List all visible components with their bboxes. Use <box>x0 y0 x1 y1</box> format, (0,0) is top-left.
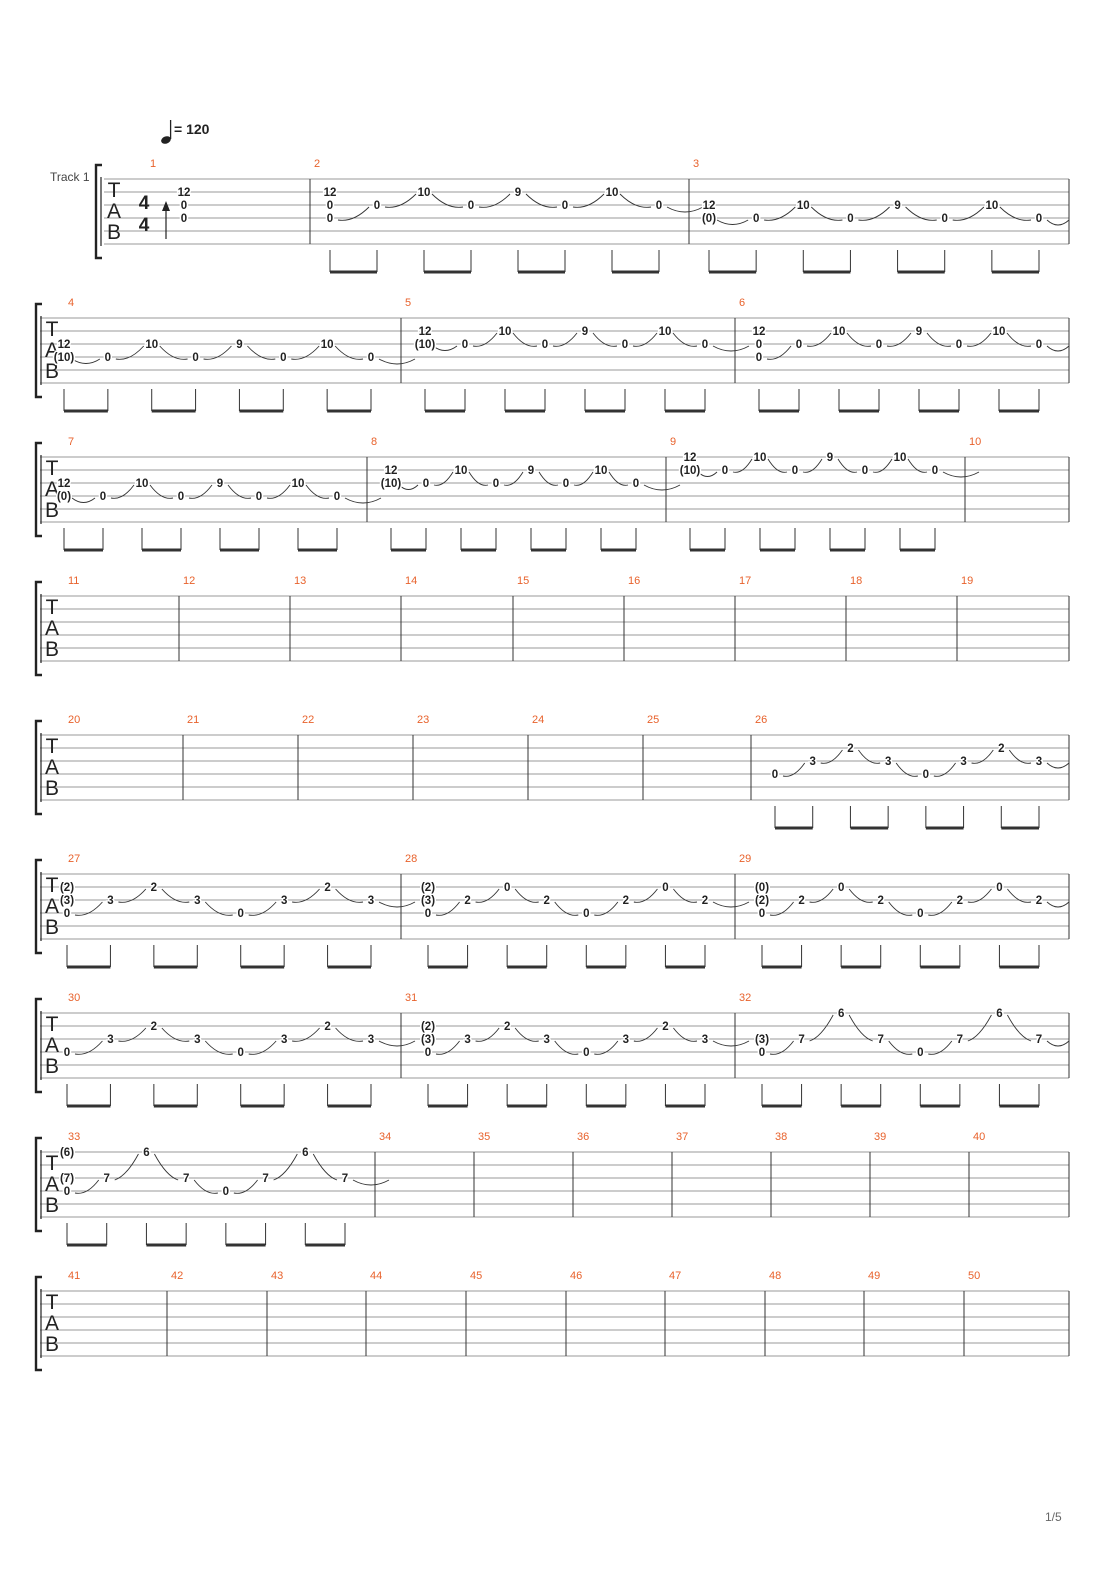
tie-arc <box>379 1041 415 1046</box>
fret-number: 3 <box>367 1034 375 1046</box>
fret-number: (0) <box>754 882 770 894</box>
fret-number: 3 <box>464 1034 471 1046</box>
measure-number: 45 <box>470 1270 483 1282</box>
fret-number: 12 <box>384 465 398 477</box>
fret-number: 0 <box>99 491 107 503</box>
fret-number: 0 <box>63 1047 71 1059</box>
fret-number: 2 <box>956 895 964 907</box>
fret-number: 9 <box>216 478 224 490</box>
tab-clef-letter: B <box>44 1333 60 1356</box>
measure-number: 32 <box>739 992 752 1004</box>
fret-number: 2 <box>1035 895 1043 907</box>
fret-number: 0 <box>280 352 287 364</box>
fret-number: 2 <box>324 882 331 894</box>
fret-number: 0 <box>701 339 709 351</box>
fret-number: 12 <box>57 339 71 351</box>
measure-number: 15 <box>517 575 530 587</box>
fret-number: (2) <box>59 882 75 894</box>
fret-number: 0 <box>461 339 469 351</box>
fret-number: 12 <box>752 326 766 338</box>
fret-number: 2 <box>150 882 158 894</box>
tab-clef-letter: B <box>44 1194 60 1217</box>
fret-number: 6 <box>143 1147 150 1159</box>
tie-arc <box>968 1015 992 1041</box>
tab-clef-letter: A <box>44 1173 60 1196</box>
tie-arc <box>274 1154 298 1180</box>
fret-number: 9 <box>236 339 243 351</box>
fret-number: 0 <box>562 478 570 490</box>
fret-number: 0 <box>326 213 334 225</box>
fret-number: 0 <box>104 352 112 364</box>
tab-clef-letter: A <box>44 895 60 918</box>
fret-number: (3) <box>420 895 436 907</box>
tie-arc <box>1047 346 1069 351</box>
tie-arc <box>1007 1015 1031 1041</box>
tie-arc <box>713 1041 749 1046</box>
fret-number: 0 <box>1035 339 1043 351</box>
fret-number: 10 <box>605 187 619 199</box>
tab-clef-letter: A <box>44 1312 60 1335</box>
fret-number: (10) <box>53 352 75 364</box>
fret-number: 0 <box>467 200 475 212</box>
tab-clef-letter: A <box>44 478 60 501</box>
fret-number: 0 <box>752 213 760 225</box>
fret-number: 0 <box>424 1047 432 1059</box>
measure-number: 7 <box>68 436 75 448</box>
fret-number: 0 <box>662 882 669 894</box>
fret-number: (2) <box>754 895 770 907</box>
tie-arc <box>379 359 415 364</box>
fret-number: 9 <box>894 200 901 212</box>
fret-number: 0 <box>177 491 185 503</box>
tab-clef-letter: T <box>45 1152 59 1175</box>
fret-number: 7 <box>877 1034 884 1046</box>
time-signature-denominator: 4 <box>138 215 150 236</box>
measure-number: 27 <box>68 853 81 865</box>
measure-number: 39 <box>874 1131 887 1143</box>
fret-number: 0 <box>180 200 188 212</box>
measure-number: 20 <box>68 714 81 726</box>
fret-number: 0 <box>621 339 629 351</box>
tie-arc <box>1047 763 1069 768</box>
tie-arc <box>810 1015 834 1041</box>
fret-number: 0 <box>373 200 381 212</box>
measure-number: 46 <box>570 1270 583 1282</box>
fret-number: 3 <box>107 1034 114 1046</box>
measure-number: 18 <box>850 575 863 587</box>
tie-arc <box>313 1154 337 1180</box>
fret-number: 9 <box>826 452 834 464</box>
tab-clef-letter: A <box>106 200 122 223</box>
fret-number: 0 <box>755 352 763 364</box>
tab-clef-letter: T <box>45 1013 59 1036</box>
tab-clef-letter: B <box>44 916 60 939</box>
fret-number: 0 <box>237 908 244 920</box>
fret-number: 0 <box>583 908 590 920</box>
fret-number: 0 <box>583 1047 590 1059</box>
fret-number: 3 <box>107 895 114 907</box>
fret-number: 3 <box>960 756 967 768</box>
measure-number: 19 <box>961 575 974 587</box>
fret-number: 2 <box>701 895 709 907</box>
fret-number: 10 <box>985 200 999 212</box>
tie-arc <box>345 498 381 503</box>
tie-arc <box>849 1015 873 1041</box>
fret-number: 10 <box>658 326 672 338</box>
tab-clef-letter: T <box>45 318 59 341</box>
tie-arc <box>115 1154 139 1180</box>
fret-number: 0 <box>541 339 549 351</box>
tab-clef-letter: T <box>45 457 59 480</box>
fret-number: 7 <box>182 1173 190 1185</box>
fret-number: 3 <box>194 895 201 907</box>
fret-number: 0 <box>632 478 640 490</box>
fret-number: 2 <box>324 1021 331 1033</box>
fret-number: 6 <box>302 1147 309 1159</box>
measure-number: 5 <box>405 297 412 309</box>
measure-number: 33 <box>68 1131 81 1143</box>
fret-number: 0 <box>492 478 500 490</box>
measure-number: 50 <box>968 1270 981 1282</box>
tab-clef-letter: T <box>45 596 59 619</box>
measure-number: 30 <box>68 992 81 1004</box>
tab-clef-letter: T <box>45 874 59 897</box>
fret-number: 9 <box>581 326 589 338</box>
measure-number: 17 <box>739 575 752 587</box>
fret-number: 3 <box>884 756 892 768</box>
fret-number: 0 <box>503 882 511 894</box>
fret-number: 6 <box>837 1008 845 1020</box>
tie-arc <box>644 485 680 490</box>
fret-number: 0 <box>875 339 883 351</box>
measure-number: 8 <box>371 436 378 448</box>
tie-arc <box>667 207 703 212</box>
fret-number: 0 <box>655 200 663 212</box>
measure-number: 25 <box>647 714 660 726</box>
measure-number: 22 <box>302 714 315 726</box>
fret-number: 0 <box>941 213 948 225</box>
fret-number: 0 <box>255 491 263 503</box>
fret-number: 10 <box>753 452 767 464</box>
measure-number: 31 <box>405 992 418 1004</box>
tab-clef-letter: T <box>45 1291 59 1314</box>
tab-clef-letter: B <box>44 360 60 383</box>
measure-number: 38 <box>775 1131 788 1143</box>
fret-number: 3 <box>367 895 375 907</box>
fret-number: 0 <box>758 908 766 920</box>
measure-number: 11 <box>68 575 80 587</box>
fret-number: 3 <box>809 756 816 768</box>
fret-number: 10 <box>594 465 608 477</box>
tie-arc <box>1047 1041 1069 1046</box>
track-name: Track 1 <box>50 170 90 184</box>
fret-number: 0 <box>931 465 939 477</box>
measure-number: 9 <box>670 436 677 448</box>
fret-number: (10) <box>679 465 701 477</box>
fret-number: 9 <box>915 326 923 338</box>
measure-number: 4 <box>68 297 75 309</box>
fret-number: (2) <box>420 882 436 894</box>
tie-arc <box>698 472 717 477</box>
fret-number: 0 <box>561 200 569 212</box>
fret-number: 0 <box>422 478 430 490</box>
tie-arc <box>399 485 418 490</box>
fret-number: 10 <box>832 326 846 338</box>
fret-number: 0 <box>847 213 854 225</box>
measure-number: 16 <box>628 575 641 587</box>
tab-clef-letter: B <box>44 499 60 522</box>
measure-number: 42 <box>171 1270 184 1282</box>
fret-number: 10 <box>145 339 159 351</box>
fret-number: 0 <box>367 352 375 364</box>
tie-arc <box>72 359 100 364</box>
tab-clef-letter: A <box>44 617 60 640</box>
fret-number: 0 <box>837 882 845 894</box>
fret-number: 9 <box>514 187 522 199</box>
fret-number: 2 <box>847 743 854 755</box>
measure-number: 3 <box>693 158 700 170</box>
fret-number: 0 <box>758 1047 766 1059</box>
tie-arc <box>154 1154 178 1180</box>
tab-clef-letter: B <box>106 221 122 244</box>
tie-arc <box>717 220 748 225</box>
fret-number: 0 <box>917 1047 924 1059</box>
tie-arc <box>713 346 749 351</box>
tie-arc <box>1047 220 1069 225</box>
measure-number: 13 <box>294 575 307 587</box>
fret-number: 10 <box>135 478 149 490</box>
fret-number: 3 <box>543 1034 550 1046</box>
measure-number: 2 <box>314 158 321 170</box>
fret-number: (2) <box>420 1021 436 1033</box>
fret-number: 10 <box>291 478 305 490</box>
measure-number: 12 <box>183 575 196 587</box>
tie-arc <box>379 902 415 907</box>
fret-number: 0 <box>1035 213 1043 225</box>
tie-arc <box>433 346 457 351</box>
fret-number: (0) <box>701 213 717 225</box>
fret-number: 7 <box>262 1173 269 1185</box>
tab-clef-letter: A <box>44 339 60 362</box>
fret-number: 7 <box>103 1173 110 1185</box>
fret-number: 3 <box>280 895 288 907</box>
fret-number: 0 <box>237 1047 244 1059</box>
fret-number: (7) <box>59 1173 75 1185</box>
fret-number: 0 <box>955 339 963 351</box>
measure-number: 37 <box>676 1131 689 1143</box>
fret-number: 10 <box>796 200 810 212</box>
tab-clef-letter: T <box>107 179 121 202</box>
tab-clef-letter: A <box>44 756 60 779</box>
measure-number: 43 <box>271 1270 284 1282</box>
fret-number: 0 <box>721 465 729 477</box>
measure-number: 34 <box>379 1131 392 1143</box>
fret-number: 2 <box>503 1021 511 1033</box>
tie-arc <box>353 1180 389 1185</box>
fret-number: 0 <box>63 1186 71 1198</box>
fret-number: 0 <box>192 352 199 364</box>
fret-number: 10 <box>992 326 1006 338</box>
fret-number: 10 <box>320 339 334 351</box>
measure-number: 36 <box>577 1131 590 1143</box>
fret-number: (3) <box>754 1034 770 1046</box>
tab-clef-letter: B <box>44 638 60 661</box>
fret-number: (0) <box>56 491 72 503</box>
measure-number: 41 <box>68 1270 81 1282</box>
fret-number: 12 <box>177 187 191 199</box>
measure-number: 49 <box>868 1270 881 1282</box>
measure-number: 1 <box>150 158 157 170</box>
tie-arc <box>1047 902 1069 907</box>
fret-number: 2 <box>464 895 471 907</box>
fret-number: 0 <box>326 200 334 212</box>
fret-number: 0 <box>795 339 803 351</box>
fret-number: 3 <box>701 1034 709 1046</box>
fret-number: 2 <box>798 895 805 907</box>
measure-number: 47 <box>669 1270 682 1282</box>
page-number: 1/5 <box>1045 1510 1062 1524</box>
fret-number: 12 <box>323 187 337 199</box>
fret-number: 12 <box>683 452 697 464</box>
measure-number: 21 <box>187 714 200 726</box>
fret-number: 0 <box>917 908 924 920</box>
tie-arc <box>713 902 749 907</box>
fret-number: 0 <box>63 908 71 920</box>
fret-number: 3 <box>622 1034 630 1046</box>
fret-number: (10) <box>414 339 436 351</box>
tab-clef-letter: T <box>45 735 59 758</box>
measure-number: 14 <box>405 575 418 587</box>
tab-clef-letter: B <box>44 1055 60 1078</box>
fret-number: 0 <box>922 769 930 781</box>
measure-number: 6 <box>739 297 746 309</box>
fret-number: 9 <box>527 465 535 477</box>
fret-number: 0 <box>424 908 432 920</box>
fret-number: 0 <box>333 491 341 503</box>
fret-number: 0 <box>861 465 869 477</box>
fret-number: 0 <box>791 465 799 477</box>
tie-arc <box>72 498 95 503</box>
strum-arrow-head <box>162 201 170 211</box>
fret-number: 12 <box>418 326 432 338</box>
measure-number: 24 <box>532 714 545 726</box>
fret-number: 7 <box>798 1034 805 1046</box>
fret-number: (10) <box>380 478 402 490</box>
fret-number: 3 <box>1035 756 1043 768</box>
measure-number: 28 <box>405 853 418 865</box>
measure-number: 26 <box>755 714 768 726</box>
fret-number: 2 <box>622 895 630 907</box>
tempo-label: = 120 <box>174 121 210 137</box>
fret-number: 10 <box>893 452 907 464</box>
fret-number: 2 <box>998 743 1005 755</box>
tab-clef-letter: B <box>44 777 60 800</box>
measure-number: 35 <box>478 1131 491 1143</box>
measure-number: 44 <box>370 1270 383 1282</box>
fret-number: 0 <box>755 339 763 351</box>
fret-number: 10 <box>498 326 512 338</box>
fret-number: 6 <box>996 1008 1003 1020</box>
fret-number: 2 <box>662 1021 669 1033</box>
fret-number: 2 <box>543 895 550 907</box>
fret-number: 0 <box>180 213 188 225</box>
tie-arc <box>943 472 979 477</box>
fret-number: 0 <box>222 1186 230 1198</box>
measure-number: 29 <box>739 853 752 865</box>
measure-number: 10 <box>969 436 982 448</box>
fret-number: 2 <box>150 1021 158 1033</box>
fret-number: 7 <box>956 1034 964 1046</box>
fret-number: 2 <box>877 895 884 907</box>
fret-number: 0 <box>996 882 1003 894</box>
measure-number: 40 <box>973 1131 986 1143</box>
fret-number: 3 <box>280 1034 288 1046</box>
fret-number: (3) <box>59 895 75 907</box>
fret-number: 7 <box>341 1173 349 1185</box>
time-signature-numerator: 4 <box>138 193 150 214</box>
fret-number: 0 <box>771 769 779 781</box>
tab-clef-letter: A <box>44 1034 60 1057</box>
measure-number: 23 <box>417 714 430 726</box>
measure-number: 48 <box>769 1270 782 1282</box>
fret-number: (3) <box>420 1034 436 1046</box>
fret-number: 7 <box>1035 1034 1043 1046</box>
fret-number: 12 <box>57 478 71 490</box>
fret-number: 3 <box>194 1034 201 1046</box>
fret-number: 12 <box>702 200 716 212</box>
fret-number: 10 <box>417 187 431 199</box>
fret-number: (6) <box>59 1147 75 1159</box>
fret-number: 10 <box>454 465 468 477</box>
